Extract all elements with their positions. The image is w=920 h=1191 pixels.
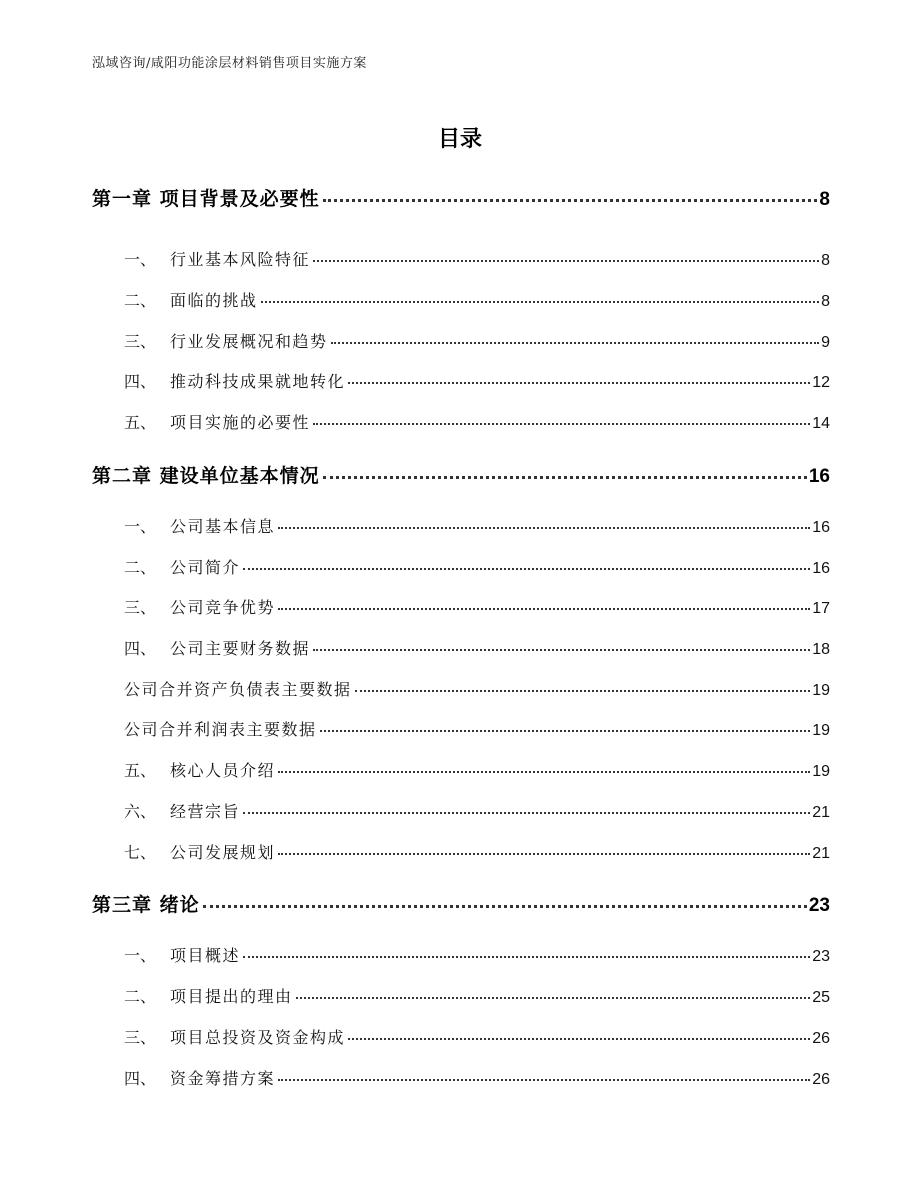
- toc-page-number: 21: [812, 804, 830, 821]
- toc-entry-label: 第一章 项目背景及必要性: [92, 188, 320, 210]
- toc-page-number: 23: [812, 948, 830, 965]
- toc-section-entry[interactable]: [92, 758, 830, 781]
- toc-section-entry[interactable]: [92, 329, 830, 352]
- running-header: 泓域咨询/咸阳功能涂层材料销售项目实施方案: [92, 56, 367, 71]
- toc-entry-label: 第三章 绪论: [92, 894, 200, 916]
- toc-page-number: 26: [812, 1071, 830, 1088]
- toc-page-number: 14: [812, 415, 830, 432]
- dot-leader: [278, 771, 810, 773]
- dot-leader: [203, 905, 807, 908]
- toc-page-number: 19: [812, 682, 830, 699]
- toc-section-entry[interactable]: [92, 555, 830, 578]
- toc-chapter-entry[interactable]: [92, 184, 830, 211]
- toc-page-number: 18: [812, 641, 830, 658]
- toc-section-entry[interactable]: [92, 677, 830, 700]
- toc-entry-number: 五、: [124, 413, 157, 432]
- toc-section-entry[interactable]: [92, 636, 830, 659]
- toc-chapter-entry[interactable]: [92, 890, 830, 917]
- dot-leader: [313, 649, 810, 651]
- toc-entry-label: 公司主要财务数据: [170, 639, 311, 658]
- toc-entry-label: 推动科技成果就地转化: [170, 372, 346, 391]
- toc-entry-label: 公司合并资产负债表主要数据: [124, 680, 352, 699]
- toc-entry-label: 公司竞争优势: [170, 598, 276, 617]
- toc-entry-number: 七、: [124, 843, 157, 862]
- toc-entry-label: 第二章 建设单位基本情况: [92, 465, 320, 487]
- dot-leader: [348, 382, 810, 384]
- toc-entry-label: 项目概述: [170, 946, 241, 965]
- toc-page-number: 16: [812, 560, 830, 577]
- toc-section-entry[interactable]: [92, 717, 830, 740]
- toc-entry-number: 三、: [124, 332, 157, 351]
- toc-section-entry[interactable]: [92, 840, 830, 863]
- toc-section-entry[interactable]: [92, 1066, 830, 1089]
- toc-entry-label: 公司发展规划: [170, 843, 276, 862]
- toc-page-number: 8: [821, 252, 830, 269]
- dot-leader: [323, 199, 818, 202]
- toc-section-entry[interactable]: [92, 799, 830, 822]
- dot-leader: [243, 568, 810, 570]
- dot-leader: [320, 730, 811, 732]
- toc-entry-number: 五、: [124, 761, 157, 780]
- dot-leader: [278, 1079, 810, 1081]
- toc-entry-label: 经营宗旨: [170, 802, 241, 821]
- toc-page-number: 26: [812, 1030, 830, 1047]
- dot-leader: [243, 956, 810, 958]
- toc-entry-number: 四、: [124, 372, 157, 391]
- toc-entry-label: 公司基本信息: [170, 517, 276, 536]
- toc-section-entry[interactable]: [92, 984, 830, 1007]
- dot-leader: [313, 260, 819, 262]
- toc-page-number: 25: [812, 989, 830, 1006]
- toc-page-number: 16: [812, 519, 830, 536]
- toc-entry-label: 行业发展概况和趋势: [170, 332, 328, 351]
- toc-entry-number: 六、: [124, 802, 157, 821]
- toc-page-number: 9: [821, 334, 830, 351]
- dot-leader: [296, 997, 811, 999]
- toc-page-number: 16: [808, 466, 830, 487]
- page-title: 目录: [437, 127, 482, 152]
- toc-entry-number: 四、: [124, 1069, 157, 1088]
- toc-section-entry[interactable]: [92, 288, 830, 311]
- toc-entry-label: 公司简介: [170, 558, 241, 577]
- toc-entry-number: 一、: [124, 250, 157, 269]
- toc-entry-number: 二、: [124, 558, 157, 577]
- toc-entry-number: 四、: [124, 639, 157, 658]
- dot-leader: [278, 608, 810, 610]
- dot-leader: [355, 690, 811, 692]
- toc-section-entry[interactable]: [92, 410, 830, 433]
- toc-section-entry[interactable]: [92, 514, 830, 537]
- toc-entry-label: 公司合并利润表主要数据: [124, 720, 317, 739]
- toc-page-number: 12: [812, 374, 830, 391]
- toc-section-entry[interactable]: [92, 1025, 830, 1048]
- toc-entry-label: 核心人员介绍: [170, 761, 276, 780]
- dot-leader: [261, 301, 820, 303]
- dot-leader: [323, 476, 807, 479]
- dot-leader: [278, 853, 810, 855]
- dot-leader: [348, 1038, 810, 1040]
- dot-leader: [313, 423, 810, 425]
- toc-section-entry[interactable]: [92, 943, 830, 966]
- toc-entry-label: 项目总投资及资金构成: [170, 1028, 346, 1047]
- toc-page-number: 19: [812, 763, 830, 780]
- toc-page-number: 21: [812, 845, 830, 862]
- toc-chapter-entry[interactable]: [92, 461, 830, 488]
- toc-entry-number: 二、: [124, 291, 157, 310]
- toc-page-number: 17: [812, 600, 830, 617]
- toc-entry-number: 一、: [124, 517, 157, 536]
- toc-entry-label: 项目提出的理由: [170, 987, 293, 1006]
- toc-page-number: 23: [808, 895, 830, 916]
- toc-section-entry[interactable]: [92, 369, 830, 392]
- toc-entry-number: 一、: [124, 946, 157, 965]
- toc-entry-number: 三、: [124, 1028, 157, 1047]
- toc-section-entry[interactable]: [92, 595, 830, 618]
- dot-leader: [278, 527, 810, 529]
- toc-entry-label: 行业基本风险特征: [170, 250, 311, 269]
- toc-entry-number: 二、: [124, 987, 157, 1006]
- toc-entry-label: 项目实施的必要性: [170, 413, 311, 432]
- toc-section-entry[interactable]: [92, 247, 830, 270]
- toc-page-number: 19: [812, 722, 830, 739]
- dot-leader: [243, 812, 810, 814]
- toc-page-number: 8: [819, 189, 830, 210]
- dot-leader: [331, 342, 820, 344]
- toc-entry-number: 三、: [124, 598, 157, 617]
- toc-entry-label: 资金筹措方案: [170, 1069, 276, 1088]
- toc-entry-label: 面临的挑战: [170, 291, 258, 310]
- toc-page-number: 8: [821, 293, 830, 310]
